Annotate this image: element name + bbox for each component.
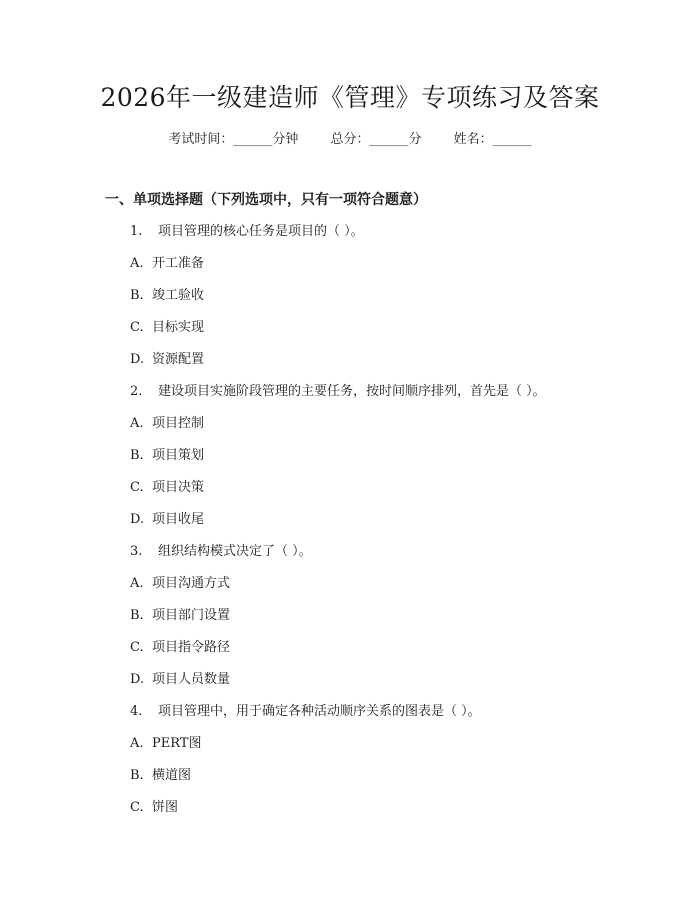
question-list — [130, 222, 650, 830]
question-text: 项目管理的核心任务是项目的（ ）。 — [158, 224, 364, 239]
option-text: 项目指令路径 — [152, 640, 231, 655]
student-name-field: 姓名：______ — [453, 132, 532, 147]
option-text: 项目策划 — [152, 448, 205, 463]
option-letter: A. — [130, 736, 144, 751]
answer-option — [130, 606, 650, 638]
option-letter: B. — [130, 288, 144, 303]
answer-option — [130, 766, 650, 798]
answer-option — [130, 478, 650, 510]
option-letter: A. — [130, 256, 144, 271]
answer-option — [130, 350, 650, 382]
option-text: 开工准备 — [152, 256, 205, 271]
answer-option — [130, 734, 650, 766]
question-stem — [130, 702, 650, 734]
exam-info-row — [0, 130, 700, 150]
option-text: 资源配置 — [152, 352, 205, 367]
answer-option — [130, 446, 650, 478]
question-number: 3. — [130, 544, 143, 559]
option-letter: C. — [130, 480, 144, 495]
answer-option — [130, 254, 650, 286]
option-letter: A. — [130, 576, 144, 591]
option-letter: B. — [130, 448, 144, 463]
answer-option — [130, 318, 650, 350]
answer-option — [130, 510, 650, 542]
option-letter: C. — [130, 640, 144, 655]
question-text: 建设项目实施阶段管理的主要任务，按时间顺序排列，首先是（ ）。 — [158, 384, 546, 399]
option-letter: D. — [130, 672, 145, 687]
option-text: 竣工验收 — [152, 288, 205, 303]
option-letter: D. — [130, 512, 145, 527]
section-heading: 一、单项选择题（下列选项中，只有一项符合题意） — [105, 192, 427, 208]
option-letter: B. — [130, 768, 144, 783]
option-letter: C. — [130, 320, 144, 335]
option-text: 目标实现 — [152, 320, 205, 335]
total-score-field: 总分：______分 — [330, 132, 422, 147]
document-title: 2026年一级建造师《管理》专项练习及答案 — [100, 83, 600, 112]
option-text: 项目部门设置 — [152, 608, 231, 623]
answer-option — [130, 638, 650, 670]
option-text: 项目收尾 — [152, 512, 205, 527]
exam-time-field: 考试时间：______分钟 — [168, 132, 299, 147]
option-text: 横道图 — [152, 768, 192, 783]
question-text: 组织结构模式决定了（ ）。 — [158, 544, 312, 559]
option-text: 项目沟通方式 — [152, 576, 231, 591]
option-letter: D. — [130, 352, 145, 367]
question-stem — [130, 382, 650, 414]
question-number: 2. — [130, 384, 143, 399]
answer-option — [130, 670, 650, 702]
question-text: 项目管理中，用于确定各种活动顺序关系的图表是（ ）。 — [158, 704, 481, 719]
question-number: 4. — [130, 704, 143, 719]
option-text: 项目决策 — [152, 480, 205, 495]
answer-option — [130, 574, 650, 606]
option-text: 项目人员数量 — [152, 672, 231, 687]
question-number: 1. — [130, 224, 143, 239]
option-letter: B. — [130, 608, 144, 623]
answer-option — [130, 286, 650, 318]
answer-option — [130, 414, 650, 446]
option-text: PERT图 — [152, 736, 202, 751]
option-text: 项目控制 — [152, 416, 205, 431]
option-text: 饼图 — [152, 800, 179, 815]
option-letter: A. — [130, 416, 144, 431]
question-stem — [130, 542, 650, 574]
question-stem — [130, 222, 650, 254]
option-letter: C. — [130, 800, 144, 815]
answer-option — [130, 798, 650, 830]
